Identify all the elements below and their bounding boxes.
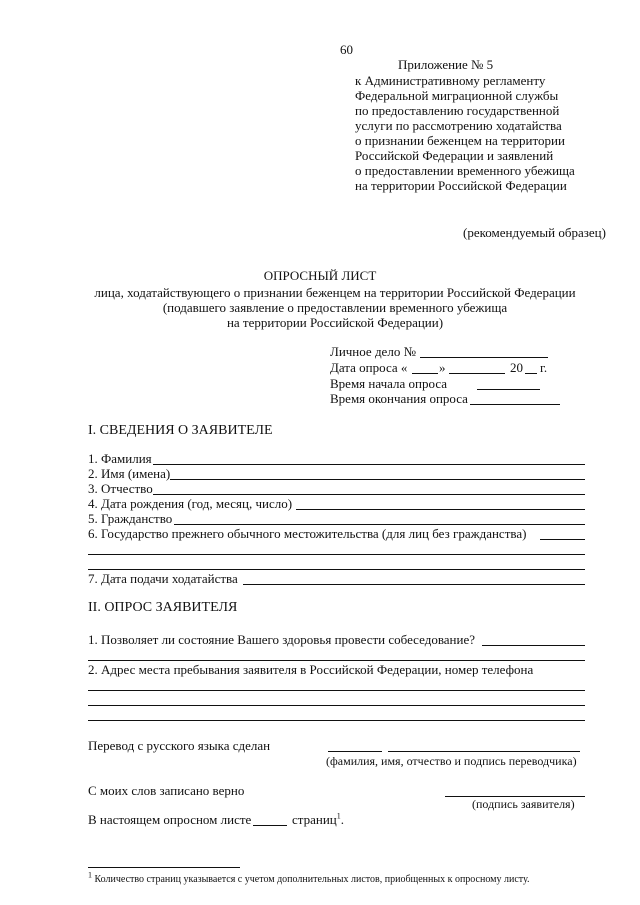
appendix-line: Федеральной миграционной службы [355,88,559,103]
first-name-label: 2. Имя (имена) [88,466,171,481]
recommended-sample: (рекомендуемый образец) [463,225,606,240]
footnote-divider [88,867,240,868]
section2-heading: II. ОПРОС ЗАЯВИТЕЛЯ [88,600,238,615]
patronymic-field[interactable] [153,494,585,495]
end-time-label: Время окончания опроса [330,391,468,406]
health-question: 1. Позволяет ли состояние Вашего здоровья провести собеседование? [88,632,476,647]
start-time-label: Время начала опроса [330,376,448,391]
personal-file-label: Личное дело № [330,344,416,359]
appendix-line: о признании беженцем на территории [355,133,565,148]
applicant-signature-caption: (подпись заявителя) [472,797,575,811]
former-residence-field-2[interactable] [88,554,585,555]
birth-date-label: 4. Дата рождения (год, месяц, число) [88,496,293,511]
appendix-line: к Административному регламенту [355,73,546,88]
address-question: 2. Адрес места пребывания заявителя в Российской Федерации, номер телефона [88,662,534,677]
address-field-3[interactable] [88,720,585,721]
petition-date-label: 7. Дата подачи ходатайства [88,571,238,586]
citizenship-label: 5. Гражданство [88,511,173,526]
surname-label: 1. Фамилия [88,451,152,466]
citizenship-field[interactable] [174,524,585,525]
section1-heading: I. СВЕДЕНИЯ О ЗАЯВИТЕЛЕ [88,423,273,438]
pages-count-field[interactable] [253,825,287,826]
appendix-line: услуги по рассмотрению ходатайства [355,118,562,133]
footnote-mark: 1 [88,870,92,880]
address-field-2[interactable] [88,705,585,706]
appendix-title: Приложение № 5 [398,57,494,72]
end-time-field[interactable] [470,404,560,405]
appendix-line: о предоставлении временного убежища [355,163,575,178]
translator-caption: (фамилия, имя, отчество и подпись переводчика) [326,754,577,768]
pages-count-suffix: страниц$^1$. [292,811,345,827]
footnote [88,872,530,887]
petition-date-field[interactable] [243,584,585,585]
page-number: 60 [340,42,353,57]
personal-file-field[interactable] [420,357,548,358]
address-field-1[interactable] [88,690,585,691]
birth-date-field[interactable] [296,509,585,510]
health-answer-field[interactable] [482,645,585,646]
pages-count-label: В настоящем опросном листе [88,812,252,827]
form-subtitle-1: лица, ходатайствующего о признании беженцем на территории Российской Федерации [94,285,576,300]
form-subtitle-2: (подавшего заявление о предоставлении временного убежища [162,300,508,315]
form-subtitle-3: на территории Российской Федерации) [226,315,444,330]
translator-signature-field[interactable] [388,751,580,752]
first-name-field[interactable] [170,479,585,480]
survey-year-prefix: 20 [510,360,523,375]
former-residence-field-3[interactable] [88,569,585,570]
recorded-label: С моих слов записано верно [88,783,245,798]
health-answer-field-2[interactable] [88,660,585,661]
translation-label: Перевод с русского языка сделан [88,738,271,753]
former-residence-field[interactable] [540,539,585,540]
survey-month-field[interactable] [449,373,505,374]
form-title: ОПРОСНЫЙ ЛИСТ [263,268,377,283]
footnote-text: Количество страниц указывается с учетом дополнительных листов, приобщенных к опросному листу. [94,874,530,885]
survey-year-field[interactable] [525,373,537,374]
survey-date-label: Дата опроса « [330,360,408,375]
appendix-line: Российской Федерации и заявлений [355,148,554,163]
survey-day-field[interactable] [412,373,438,374]
start-time-field[interactable] [477,389,540,390]
survey-year-suffix: г. [540,360,548,375]
translator-name-field[interactable] [328,751,382,752]
former-residence-label: 6. Государство прежнего обычного местожительства (для лиц без гражданства) [88,526,527,541]
appendix-line: на территории Российской Федерации [355,178,567,193]
appendix-line: по предоставлению государственной [355,103,560,118]
footnote-reference: 1 [336,811,341,821]
surname-field[interactable] [153,464,585,465]
patronymic-label: 3. Отчество [88,481,153,496]
survey-date-quote: » [439,360,446,375]
